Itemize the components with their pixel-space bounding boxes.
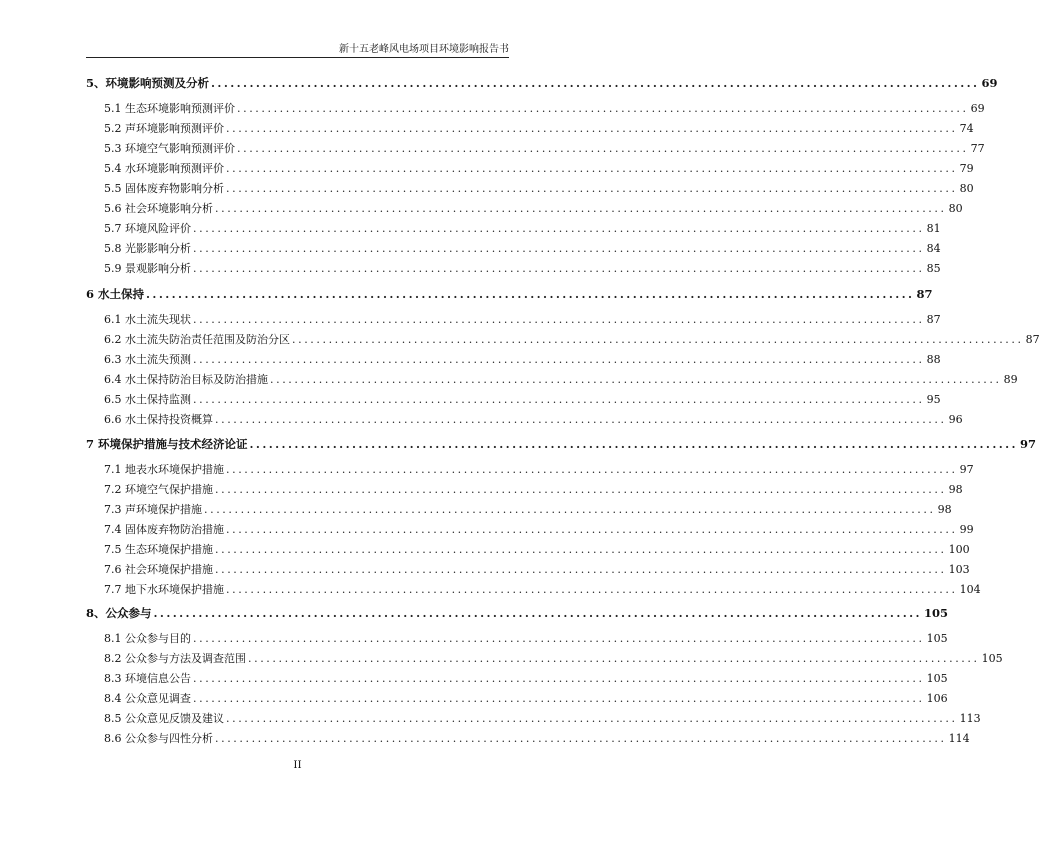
toc-dot-leader: ........................................................................................................................ (215, 563, 947, 576)
toc-section-entry[interactable] (86, 690, 948, 707)
toc-dot-leader: ........................................................................................................................ (193, 262, 925, 275)
toc-section-entry[interactable] (86, 100, 985, 117)
toc-dot-leader: ........................................................................................................................ (193, 313, 925, 326)
toc-entry-label: 5.7 环境风险评价 (104, 222, 191, 235)
toc-section-entry[interactable] (86, 461, 974, 478)
toc-entry-label: 5.4 水环境影响预测评价 (104, 162, 224, 175)
toc-section-entry[interactable] (86, 160, 974, 177)
toc-section-entry[interactable] (86, 650, 1003, 667)
toc-dot-leader: ........................................................................................................................ (211, 76, 980, 90)
toc-section-entry[interactable] (86, 670, 948, 687)
toc-chapter-entry[interactable] (86, 436, 1036, 453)
toc-entry-label: 8.3 环境信息公告 (104, 672, 191, 685)
toc-dot-leader: ........................................................................................................................ (292, 333, 1024, 346)
toc-entry-page: 105 (926, 632, 948, 645)
toc-entry-label: 8.5 公众意见反馈及建议 (104, 712, 224, 725)
toc-entry-label: 8.2 公众参与方法及调查范围 (104, 652, 246, 665)
toc-section-entry[interactable] (86, 240, 941, 257)
toc-dot-leader: ........................................................................................................................ (146, 287, 915, 301)
toc-entry-label: 7.4 固体废弃物防治措施 (104, 523, 224, 536)
toc-entry-label: 7.1 地表水环境保护措施 (104, 463, 224, 476)
header-rule (86, 57, 509, 58)
toc-dot-leader: ........................................................................................................................ (249, 437, 1018, 451)
toc-entry-page: 87 (1025, 333, 1040, 346)
toc-section-entry[interactable] (86, 391, 941, 408)
toc-entry-label: 5.9 景观影响分析 (104, 262, 191, 275)
toc-dot-leader: ........................................................................................................................ (226, 162, 958, 175)
toc-section-entry[interactable] (86, 481, 963, 498)
toc-chapter-entry[interactable] (86, 605, 948, 622)
toc-entry-label: 7.7 地下水环境保护措施 (104, 583, 224, 596)
toc-entry-label: 6.6 水土保持投资概算 (104, 413, 213, 426)
toc-dot-leader: ........................................................................................................................ (226, 122, 958, 135)
toc-dot-leader: ........................................................................................................................ (193, 353, 925, 366)
toc-dot-leader: ........................................................................................................................ (193, 692, 925, 705)
toc-entry-label: 8.4 公众意见调查 (104, 692, 191, 705)
toc-entry-page: 69 (970, 102, 985, 115)
toc-dot-leader: ........................................................................................................................ (204, 503, 936, 516)
toc-entry-page: 96 (948, 413, 963, 426)
toc-entry-label: 8.6 公众参与四性分析 (104, 732, 213, 745)
toc-dot-leader: ........................................................................................................................ (193, 242, 925, 255)
toc-entry-page: 105 (923, 606, 948, 620)
toc-dot-leader: ........................................................................................................................ (215, 732, 947, 745)
toc-entry-page: 98 (937, 503, 952, 516)
toc-entry-page: 104 (959, 583, 981, 596)
toc-dot-leader: ........................................................................................................................ (193, 632, 925, 645)
toc-entry-label: 6.4 水土保持防治目标及防治措施 (104, 373, 268, 386)
toc-section-entry[interactable] (86, 200, 963, 217)
toc-entry-label: 6 水土保持 (86, 287, 145, 301)
toc-section-entry[interactable] (86, 581, 981, 598)
toc-entry-page: 84 (926, 242, 941, 255)
toc-entry-page: 99 (959, 523, 974, 536)
toc-entry-page: 103 (948, 563, 970, 576)
toc-entry-page: 98 (948, 483, 963, 496)
toc-entry-page: 97 (959, 463, 974, 476)
toc-dot-leader: ........................................................................................................................ (193, 222, 925, 235)
toc-section-entry[interactable] (86, 730, 970, 747)
toc-entry-page: 100 (948, 543, 970, 556)
toc-chapter-entry[interactable] (86, 286, 933, 303)
toc-section-entry[interactable] (86, 561, 970, 578)
toc-section-entry[interactable] (86, 630, 948, 647)
toc-entry-label: 5.1 生态环境影响预测评价 (104, 102, 235, 115)
toc-entry-page: 89 (1003, 373, 1018, 386)
toc-section-entry[interactable] (86, 311, 941, 328)
toc-entry-page: 97 (1019, 437, 1036, 451)
toc-entry-page: 106 (926, 692, 948, 705)
toc-entry-label: 7.3 声环境保护措施 (104, 503, 202, 516)
toc-entry-label: 6.5 水土保持监测 (104, 393, 191, 406)
toc-entry-page: 105 (981, 652, 1003, 665)
toc-section-entry[interactable] (86, 411, 963, 428)
toc-entry-label: 7.6 社会环境保护措施 (104, 563, 213, 576)
toc-section-entry[interactable] (86, 710, 981, 727)
toc-section-entry[interactable] (86, 501, 952, 518)
toc-chapter-entry[interactable] (86, 75, 998, 92)
toc-entry-label: 8、公众参与 (86, 606, 152, 620)
toc-entry-page: 74 (959, 122, 974, 135)
toc-dot-leader: ........................................................................................................................ (193, 672, 925, 685)
toc-dot-leader: ........................................................................................................................ (215, 413, 947, 426)
toc-entry-label: 5.6 社会环境影响分析 (104, 202, 213, 215)
toc-dot-leader: ........................................................................................................................ (153, 606, 922, 620)
toc-dot-leader: ........................................................................................................................ (226, 182, 958, 195)
toc-entry-page: 114 (948, 732, 970, 745)
toc-section-entry[interactable] (86, 371, 1018, 388)
toc-entry-label: 7.2 环境空气保护措施 (104, 483, 213, 496)
toc-entry-label: 7.5 生态环境保护措施 (104, 543, 213, 556)
toc-section-entry[interactable] (86, 220, 941, 237)
toc-dot-leader: ........................................................................................................................ (226, 583, 958, 596)
toc-entry-label: 5.8 光影影响分析 (104, 242, 191, 255)
toc-entry-label: 7 环境保护措施与技术经济论证 (86, 437, 248, 451)
toc-dot-leader: ........................................................................................................................ (226, 523, 958, 536)
toc-dot-leader: ........................................................................................................................ (237, 102, 969, 115)
toc-entry-page: 85 (926, 262, 941, 275)
toc-entry-label: 5.2 声环境影响预测评价 (104, 122, 224, 135)
toc-entry-label: 6.1 水土流失现状 (104, 313, 191, 326)
toc-dot-leader: ........................................................................................................................ (248, 652, 980, 665)
toc-entry-label: 5、环境影响预测及分析 (86, 76, 210, 90)
toc-dot-leader: ........................................................................................................................ (193, 393, 925, 406)
toc-entry-label: 5.5 固体废弃物影响分析 (104, 182, 224, 195)
toc-entry-label: 8.1 公众参与目的 (104, 632, 191, 645)
toc-dot-leader: ........................................................................................................................ (226, 712, 958, 725)
toc-dot-leader: ........................................................................................................................ (215, 202, 947, 215)
toc-entry-page: 79 (959, 162, 974, 175)
toc-entry-page: 81 (926, 222, 941, 235)
toc-entry-page: 69 (981, 76, 998, 90)
toc-dot-leader: ........................................................................................................................ (215, 543, 947, 556)
toc-section-entry[interactable] (86, 120, 974, 137)
toc-dot-leader: ........................................................................................................................ (215, 483, 947, 496)
running-header: 新十五老峰风电场项目环境影响报告书 (339, 44, 509, 55)
toc-entry-label: 6.2 水土流失防治责任范围及防治分区 (104, 333, 290, 346)
toc-dot-leader: ........................................................................................................................ (270, 373, 1002, 386)
toc-dot-leader: ........................................................................................................................ (237, 142, 969, 155)
toc-dot-leader: ........................................................................................................................ (226, 463, 958, 476)
page-number: II (293, 759, 302, 771)
toc-entry-page: 105 (926, 672, 948, 685)
toc-entry-page: 95 (926, 393, 941, 406)
toc-entry-page: 87 (916, 287, 933, 301)
toc-entry-page: 77 (970, 142, 985, 155)
toc-entry-page: 80 (948, 202, 963, 215)
toc-entry-page: 80 (959, 182, 974, 195)
toc-entry-label: 6.3 水土流失预测 (104, 353, 191, 366)
toc-entry-label: 5.3 环境空气影响预测评价 (104, 142, 235, 155)
toc-section-entry[interactable] (86, 140, 985, 157)
toc-section-entry[interactable] (86, 260, 941, 277)
toc-section-entry[interactable] (86, 351, 941, 368)
toc-section-entry[interactable] (86, 541, 970, 558)
toc-section-entry[interactable] (86, 521, 974, 538)
toc-entry-page: 88 (926, 353, 941, 366)
toc-section-entry[interactable] (86, 180, 974, 197)
toc-entry-page: 113 (959, 712, 981, 725)
toc-entry-page: 87 (926, 313, 941, 326)
toc-section-entry[interactable] (86, 331, 1040, 348)
